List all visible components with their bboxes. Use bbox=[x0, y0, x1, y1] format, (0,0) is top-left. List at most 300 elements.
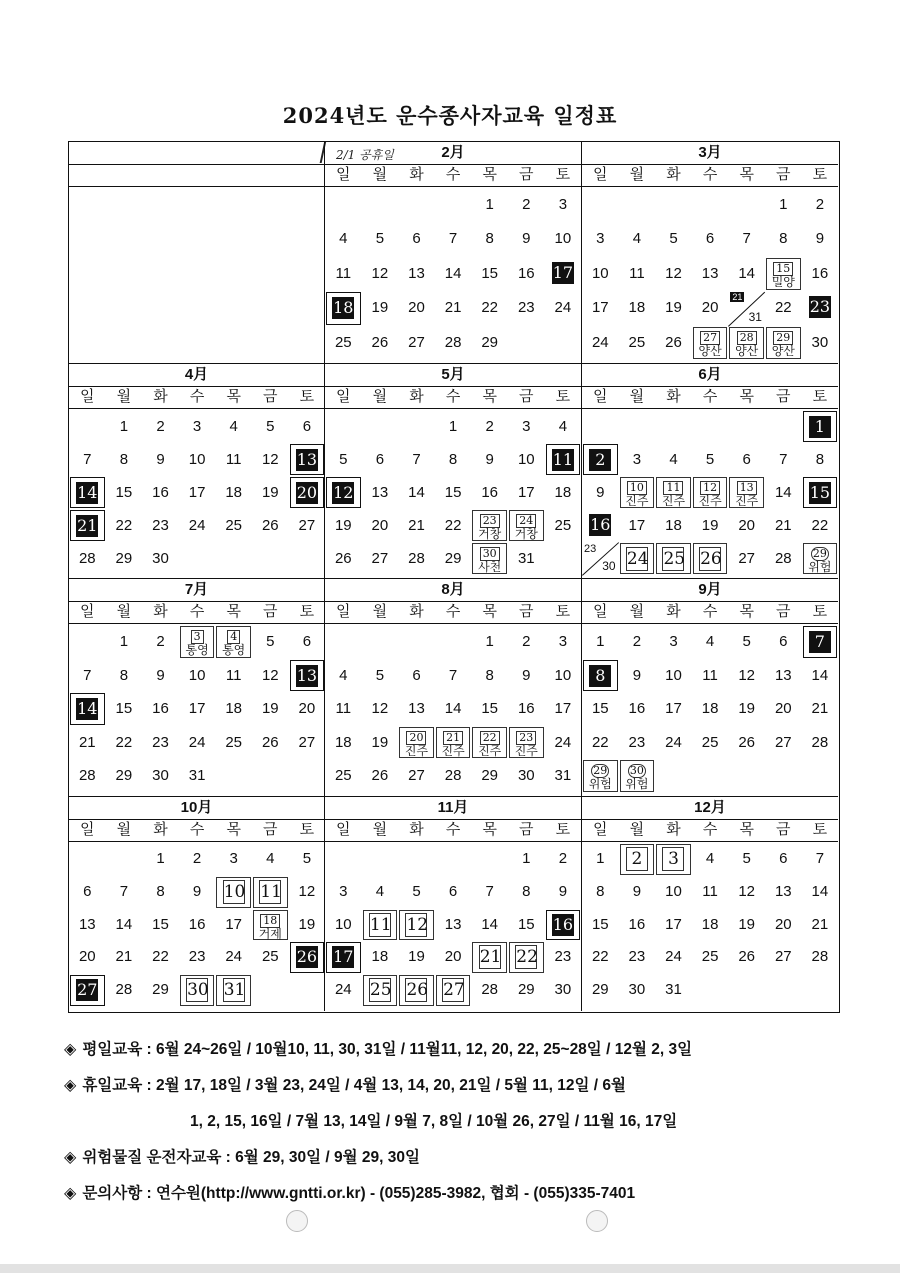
weekday-label: 일 bbox=[336, 166, 351, 183]
date-cell bbox=[620, 660, 655, 692]
date-cell bbox=[766, 910, 801, 941]
date-cell bbox=[803, 327, 838, 359]
date-number: 10 bbox=[334, 915, 352, 933]
date-number: 27 bbox=[443, 980, 465, 1001]
split-date-top: 21 bbox=[732, 292, 743, 303]
date-number: 14 bbox=[811, 882, 829, 900]
date-number: 8 bbox=[815, 451, 825, 468]
date-cell bbox=[70, 510, 105, 541]
date-number: 23 bbox=[480, 514, 500, 528]
date-number: 15 bbox=[809, 483, 831, 503]
date-number: 16 bbox=[552, 914, 574, 934]
date-number: 27 bbox=[408, 767, 425, 785]
date-cell bbox=[436, 942, 471, 973]
date-cell bbox=[656, 258, 691, 290]
date-cell bbox=[693, 258, 728, 290]
weekday-label: 목 bbox=[226, 603, 241, 620]
date-cell bbox=[363, 910, 398, 941]
split-date-top: 23 bbox=[584, 543, 597, 555]
date-cell bbox=[620, 543, 655, 574]
date-number: 9 bbox=[156, 666, 165, 684]
date-number: 26 bbox=[334, 550, 352, 567]
date-cell bbox=[509, 223, 544, 255]
date-number: 11 bbox=[369, 914, 392, 935]
date-cell bbox=[546, 760, 581, 792]
date-cell bbox=[253, 411, 288, 442]
weekday-label: 화 bbox=[153, 603, 168, 620]
date-cell bbox=[436, 223, 471, 255]
date-number: 20 bbox=[406, 731, 426, 745]
date-cell bbox=[620, 877, 655, 908]
date-cell bbox=[70, 477, 105, 508]
date-number: 8 bbox=[156, 882, 165, 900]
date-number: 9 bbox=[485, 451, 494, 468]
month-block bbox=[325, 142, 582, 364]
date-number: 11 bbox=[702, 882, 718, 900]
date-cell bbox=[143, 760, 178, 792]
date-number: 8 bbox=[119, 666, 129, 684]
date-cell bbox=[180, 660, 215, 692]
date-number: 5 bbox=[266, 418, 275, 435]
weekday-label: 목 bbox=[482, 603, 497, 620]
date-number: 20 bbox=[78, 948, 96, 966]
session-location: 진주 bbox=[625, 494, 649, 508]
date-cell bbox=[546, 477, 581, 508]
date-number: 30 bbox=[187, 980, 209, 1001]
month-block bbox=[69, 579, 325, 797]
split-date-cell bbox=[728, 291, 765, 325]
date-number: 17 bbox=[188, 484, 206, 501]
date-number: 27 bbox=[298, 517, 316, 534]
date-cell bbox=[180, 510, 215, 541]
date-number: 5 bbox=[412, 882, 421, 900]
date-number: 2 bbox=[626, 847, 648, 871]
date-cell bbox=[290, 660, 325, 692]
date-number: 26 bbox=[700, 549, 722, 570]
weekday-label: 화 bbox=[409, 603, 424, 620]
date-number: 29 bbox=[481, 333, 499, 351]
date-cell bbox=[107, 660, 142, 692]
date-cell bbox=[326, 292, 361, 324]
date-number: 11 bbox=[552, 450, 574, 470]
session-location: 진주 bbox=[735, 494, 759, 508]
date-number: 24 bbox=[225, 948, 243, 966]
weekday-label: 목 bbox=[226, 821, 241, 838]
date-cell bbox=[436, 975, 471, 1006]
date-number: 31 bbox=[517, 550, 535, 567]
session-location: 통영 bbox=[185, 643, 209, 657]
date-cell bbox=[766, 223, 801, 255]
date-number: 12 bbox=[261, 666, 279, 684]
date-number: 29 bbox=[773, 331, 793, 345]
weekday-label: 월 bbox=[629, 166, 645, 183]
weekday-label: 일 bbox=[593, 821, 608, 838]
date-number: 31 bbox=[223, 980, 246, 1001]
date-number: 4 bbox=[227, 630, 240, 644]
date-number: 7 bbox=[412, 451, 421, 468]
scan-edge bbox=[0, 1264, 900, 1273]
date-cell bbox=[326, 510, 361, 541]
weekday-label: 금 bbox=[263, 388, 278, 405]
date-number: 29 bbox=[591, 981, 609, 999]
date-cell bbox=[766, 877, 801, 908]
weekday-label: 화 bbox=[153, 388, 168, 405]
date-number: 27 bbox=[738, 550, 756, 567]
date-number: 29 bbox=[481, 767, 499, 785]
date-number: 12 bbox=[333, 483, 354, 503]
weekday-label: 월 bbox=[116, 821, 132, 838]
date-cell bbox=[656, 975, 691, 1006]
date-number: 21 bbox=[811, 915, 829, 933]
date-number: 1 bbox=[485, 196, 494, 213]
date-cell bbox=[363, 660, 398, 692]
date-cell bbox=[70, 727, 105, 759]
weekday-label: 화 bbox=[666, 388, 681, 405]
date-number: 29 bbox=[115, 550, 133, 567]
weekday-label: 화 bbox=[409, 166, 424, 183]
date-cell bbox=[803, 258, 838, 290]
date-cell bbox=[107, 444, 142, 475]
date-cell bbox=[693, 660, 728, 692]
date-number: 20 bbox=[296, 483, 318, 503]
date-cell bbox=[472, 444, 507, 475]
date-number: 19 bbox=[334, 517, 352, 534]
date-number: 11 bbox=[663, 481, 683, 495]
date-number: 5 bbox=[375, 666, 385, 684]
date-cell bbox=[107, 975, 142, 1006]
date-number: 18 bbox=[554, 484, 572, 501]
weekday-label: 금 bbox=[776, 603, 791, 620]
weekday-label: 금 bbox=[519, 388, 534, 405]
date-cell bbox=[509, 760, 544, 792]
date-number: 29 bbox=[517, 981, 535, 999]
date-cell bbox=[472, 327, 507, 359]
date-number: 18 bbox=[225, 484, 243, 501]
date-cell bbox=[546, 910, 581, 941]
weekday-row bbox=[325, 819, 581, 842]
weekday-label: 일 bbox=[336, 388, 351, 405]
date-cell bbox=[216, 444, 251, 475]
diamond-bullet-icon: ◈ bbox=[64, 1077, 77, 1094]
date-number: 27 bbox=[77, 980, 98, 1000]
date-number: 5 bbox=[669, 230, 678, 248]
weekday-row bbox=[69, 819, 324, 842]
date-number: 11 bbox=[260, 881, 282, 902]
date-cell bbox=[472, 258, 507, 290]
date-cell bbox=[290, 626, 325, 658]
date-cell bbox=[620, 510, 655, 541]
date-cell bbox=[436, 444, 471, 475]
date-number: 10 bbox=[554, 230, 572, 248]
date-cell bbox=[729, 727, 764, 759]
date-number: 3 bbox=[596, 230, 605, 248]
date-number: 14 bbox=[738, 264, 756, 282]
date-cell bbox=[436, 877, 471, 908]
session-location: 거창 bbox=[514, 527, 538, 541]
date-number: 2 bbox=[156, 633, 165, 650]
date-number: 12 bbox=[298, 882, 316, 900]
date-cell bbox=[766, 327, 801, 359]
date-cell bbox=[290, 510, 325, 541]
date-cell bbox=[436, 693, 471, 725]
date-cell bbox=[509, 693, 544, 725]
date-cell bbox=[436, 477, 471, 508]
weekday-row bbox=[69, 386, 324, 409]
date-cell bbox=[216, 727, 251, 759]
date-cell bbox=[399, 910, 434, 941]
date-cell bbox=[620, 258, 655, 290]
date-number: 19 bbox=[701, 517, 719, 534]
date-cell bbox=[70, 660, 105, 692]
date-cell bbox=[399, 223, 434, 255]
date-cell bbox=[620, 727, 655, 759]
date-cell bbox=[803, 844, 838, 875]
date-number: 2 bbox=[632, 633, 642, 650]
date-number: 25 bbox=[261, 948, 279, 966]
date-number: 20 bbox=[701, 299, 719, 317]
diamond-bullet-icon: ◈ bbox=[64, 1149, 77, 1166]
date-cell bbox=[729, 510, 764, 541]
date-number: 22 bbox=[811, 517, 829, 534]
date-number: 13 bbox=[78, 915, 96, 933]
date-cell bbox=[326, 543, 361, 574]
session-location: 진주 bbox=[478, 743, 502, 758]
month-block bbox=[582, 797, 838, 1011]
date-number: 31 bbox=[665, 981, 682, 999]
date-number: 16 bbox=[188, 915, 206, 933]
date-cell bbox=[766, 844, 801, 875]
date-cell bbox=[729, 660, 764, 692]
date-cell bbox=[803, 660, 838, 692]
date-number: 18 bbox=[701, 915, 719, 933]
session-location: 거창 bbox=[478, 527, 502, 541]
date-cell bbox=[803, 626, 838, 658]
date-number: 26 bbox=[261, 517, 279, 534]
legend-line-5: ◈ 문의사항 : 연수원(http://www.gntti.or.kr) - (055)285-3982, 협회 - (055)335-7401 bbox=[64, 1185, 636, 1202]
date-number: 9 bbox=[815, 230, 825, 248]
date-cell bbox=[363, 258, 398, 290]
date-number: 11 bbox=[629, 264, 645, 282]
date-cell bbox=[143, 444, 178, 475]
date-number: 27 bbox=[408, 333, 425, 351]
date-cell bbox=[546, 975, 581, 1006]
date-number: 19 bbox=[738, 915, 756, 933]
date-cell bbox=[290, 693, 325, 725]
date-number: 10 bbox=[517, 451, 535, 468]
date-cell bbox=[656, 877, 691, 908]
date-number: 24 bbox=[554, 299, 572, 317]
weekday-label: 토 bbox=[299, 603, 315, 620]
date-cell bbox=[107, 626, 142, 658]
date-cell bbox=[253, 844, 288, 875]
date-number: 19 bbox=[371, 733, 389, 751]
date-cell bbox=[656, 910, 691, 941]
date-cell bbox=[472, 510, 507, 541]
weekday-label: 금 bbox=[519, 821, 534, 838]
date-number: 10 bbox=[665, 882, 682, 900]
date-cell bbox=[693, 327, 728, 359]
date-cell bbox=[326, 327, 361, 359]
weekday-label: 금 bbox=[263, 603, 278, 620]
date-number: 6 bbox=[412, 230, 421, 248]
date-number: 10 bbox=[223, 881, 246, 902]
date-cell bbox=[546, 942, 581, 973]
date-number: 21 bbox=[774, 517, 792, 534]
date-cell bbox=[509, 877, 544, 908]
date-number: 17 bbox=[665, 915, 682, 933]
month-block bbox=[582, 142, 838, 364]
date-number: 13 bbox=[296, 450, 318, 470]
weekday-label: 목 bbox=[226, 388, 241, 405]
month-title: 11月 bbox=[325, 797, 581, 820]
punch-hole-icon bbox=[286, 1210, 308, 1232]
date-number: 25 bbox=[369, 980, 392, 1001]
date-cell bbox=[180, 975, 215, 1006]
date-cell bbox=[620, 626, 655, 658]
diamond-bullet-icon: ◈ bbox=[64, 1041, 77, 1058]
date-number: 21 bbox=[444, 299, 462, 317]
date-number: 22 bbox=[152, 948, 169, 966]
date-cell bbox=[620, 327, 655, 359]
date-number: 9 bbox=[632, 666, 642, 684]
date-number: 24 bbox=[554, 733, 572, 751]
date-cell bbox=[546, 444, 581, 475]
date-number: 15 bbox=[481, 264, 499, 282]
date-cell bbox=[363, 444, 398, 475]
date-number: 12 bbox=[406, 914, 429, 935]
month-title: 6月 bbox=[582, 364, 838, 387]
date-cell bbox=[399, 975, 434, 1006]
date-number: 22 bbox=[516, 947, 538, 968]
date-cell bbox=[656, 660, 691, 692]
date-cell bbox=[693, 477, 728, 508]
date-number: 4 bbox=[229, 418, 238, 435]
date-number: 19 bbox=[371, 299, 389, 317]
date-cell bbox=[253, 477, 288, 508]
date-number: 4 bbox=[339, 666, 348, 684]
date-cell bbox=[729, 877, 764, 908]
date-number: 26 bbox=[296, 947, 318, 967]
date-number: 3 bbox=[632, 451, 642, 468]
date-cell bbox=[766, 189, 801, 221]
weekday-label: 화 bbox=[409, 821, 424, 838]
date-number: 5 bbox=[705, 451, 715, 468]
date-number: 5 bbox=[742, 633, 751, 650]
date-number: 2 bbox=[192, 850, 202, 867]
date-number: 6 bbox=[448, 882, 458, 900]
date-number: 14 bbox=[444, 700, 462, 718]
date-number: 3 bbox=[669, 633, 678, 650]
date-number: 20 bbox=[774, 915, 792, 933]
date-cell bbox=[216, 910, 251, 941]
weekday-label: 화 bbox=[409, 388, 424, 405]
date-cell bbox=[107, 727, 142, 759]
date-number: 19 bbox=[408, 948, 425, 966]
date-number: 8 bbox=[485, 666, 494, 684]
date-cell bbox=[656, 223, 691, 255]
date-number: 14 bbox=[115, 915, 133, 933]
date-cell bbox=[766, 626, 801, 658]
date-number: 2 bbox=[815, 196, 825, 213]
date-number: 4 bbox=[558, 418, 568, 435]
month-block bbox=[325, 364, 582, 579]
date-cell bbox=[326, 444, 361, 475]
date-number: 22 bbox=[115, 517, 133, 534]
date-cell bbox=[290, 444, 325, 475]
date-cell bbox=[363, 760, 398, 792]
date-cell bbox=[363, 327, 398, 359]
date-number: 26 bbox=[665, 333, 682, 351]
date-number: 4 bbox=[375, 882, 385, 900]
date-number: 15 bbox=[115, 700, 133, 718]
session-location: 진주 bbox=[404, 743, 429, 758]
date-number: 8 bbox=[448, 451, 458, 468]
date-number: 20 bbox=[408, 299, 425, 317]
date-cell bbox=[253, 693, 288, 725]
page-title: 2024년도 운수종사자교육 일정표 bbox=[282, 103, 618, 128]
date-cell bbox=[729, 327, 764, 359]
date-cell bbox=[472, 543, 507, 574]
date-number: 5 bbox=[375, 230, 385, 248]
date-cell bbox=[693, 942, 728, 973]
date-cell bbox=[509, 626, 544, 658]
date-number: 14 bbox=[77, 483, 98, 503]
date-number: 3 bbox=[662, 847, 684, 871]
weekday-label: 수 bbox=[445, 821, 461, 838]
month-block bbox=[69, 364, 325, 579]
date-cell bbox=[583, 327, 618, 359]
weekday-label: 화 bbox=[666, 821, 681, 838]
date-number: 28 bbox=[78, 550, 96, 567]
date-cell bbox=[803, 444, 838, 475]
date-cell bbox=[107, 543, 142, 574]
date-cell bbox=[70, 693, 105, 725]
date-number: 6 bbox=[375, 451, 385, 468]
date-cell bbox=[656, 543, 691, 574]
date-cell bbox=[326, 223, 361, 255]
weekday-label: 월 bbox=[629, 603, 645, 620]
date-cell bbox=[693, 292, 728, 324]
date-number: 16 bbox=[481, 484, 499, 501]
date-number: 4 bbox=[705, 850, 715, 867]
date-number: 7 bbox=[485, 882, 494, 900]
date-cell bbox=[546, 223, 581, 255]
date-cell bbox=[546, 693, 581, 725]
date-cell bbox=[216, 942, 251, 973]
date-number: 7 bbox=[742, 230, 751, 248]
date-cell bbox=[290, 411, 325, 442]
date-cell bbox=[143, 942, 178, 973]
date-number: 25 bbox=[701, 733, 719, 751]
date-number: 10 bbox=[665, 666, 682, 684]
date-cell bbox=[583, 510, 618, 541]
date-number: 12 bbox=[665, 264, 682, 282]
date-number: 13 bbox=[296, 665, 318, 685]
weekday-label: 목 bbox=[482, 166, 497, 183]
date-number: 10 bbox=[188, 451, 206, 468]
weekday-label: 수 bbox=[189, 388, 205, 405]
date-cell bbox=[70, 444, 105, 475]
weekday-label: 토 bbox=[555, 388, 571, 405]
date-cell bbox=[326, 477, 361, 508]
date-cell bbox=[326, 727, 361, 759]
date-cell bbox=[729, 693, 764, 725]
date-cell bbox=[509, 727, 544, 759]
date-cell bbox=[363, 292, 398, 324]
date-cell bbox=[620, 292, 655, 324]
date-cell bbox=[107, 510, 142, 541]
date-cell bbox=[693, 844, 728, 875]
